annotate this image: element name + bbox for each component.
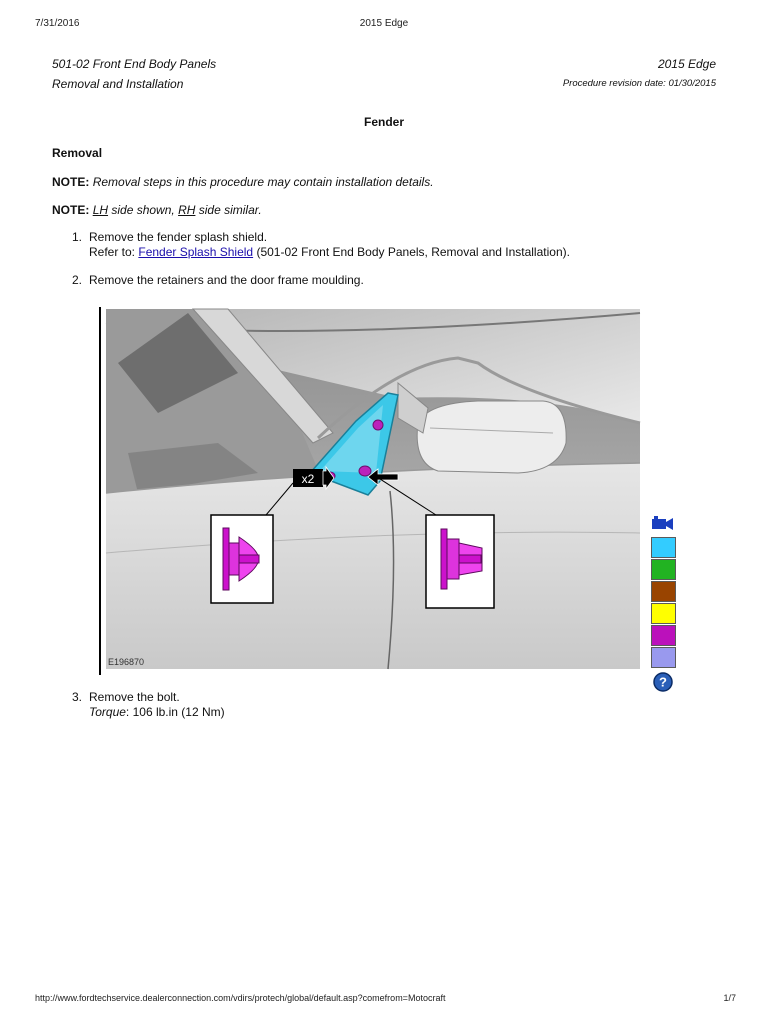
note-1 xyxy=(52,175,434,189)
step-text: Remove the retainers and the door frame moulding. xyxy=(89,273,364,287)
step-number: 1. xyxy=(72,230,83,244)
step-number: 2. xyxy=(72,273,83,287)
callout-quantity: x2 xyxy=(301,472,315,486)
fender-splash-shield-link[interactable]: Fender Splash Shield xyxy=(138,245,254,259)
page-title: Fender xyxy=(363,115,404,129)
torque-label: Torque xyxy=(89,705,126,719)
color-legend xyxy=(651,515,675,698)
page-number: 1/7 xyxy=(723,993,736,1003)
note-label: NOTE: xyxy=(52,175,90,189)
doc-header-right xyxy=(563,54,716,94)
lh-abbrev[interactable]: LH xyxy=(92,203,109,217)
note-text-mid: side shown, xyxy=(108,203,179,217)
svg-text:?: ? xyxy=(659,674,667,690)
refer-to-label: Refer to: xyxy=(89,245,139,259)
revision-date: Procedure revision date: 01/30/2015 xyxy=(562,78,716,89)
rh-abbrev[interactable]: RH xyxy=(178,203,196,217)
legend-swatch-cyan xyxy=(651,537,676,558)
step-3 xyxy=(72,690,225,720)
step-number: 3. xyxy=(72,690,83,704)
help-icon[interactable] xyxy=(652,671,674,693)
figure-id: E196870 xyxy=(108,657,145,667)
step-text: Remove the bolt. xyxy=(89,690,180,704)
legend-swatch-brown xyxy=(651,581,676,602)
section-title: Removal xyxy=(52,146,103,160)
footer-url[interactable]: http://www.fordtechservice.dealerconnection.com/vdirs/protech/global/default.asp?comefrom=Motocraft xyxy=(35,993,446,1003)
step-2 xyxy=(72,273,364,288)
note-2 xyxy=(52,203,262,217)
vehicle-model: 2015 Edge xyxy=(657,57,716,71)
illustration-figure xyxy=(98,303,648,677)
legend-swatch-green xyxy=(651,559,676,580)
legend-swatch-magenta xyxy=(651,625,676,646)
doc-header-left xyxy=(52,54,216,94)
step-1 xyxy=(72,230,570,260)
section-code: 501-02 Front End Body Panels xyxy=(52,57,217,71)
note-text-end: side similar. xyxy=(195,203,262,217)
print-title: 2015 Edge xyxy=(359,18,409,29)
camera-icon[interactable] xyxy=(651,515,675,531)
torque-value: : 106 lb.in (12 Nm) xyxy=(125,705,225,719)
legend-swatch-lavender xyxy=(651,647,676,668)
print-date: 7/31/2016 xyxy=(35,18,80,29)
procedure-type: Removal and Installation xyxy=(52,77,184,91)
note-text: Removal steps in this procedure may contain installation details. xyxy=(92,175,434,189)
door-frame-moulding-illustration xyxy=(98,303,648,677)
refer-to-suffix: (501-02 Front End Body Panels, Removal and Installation). xyxy=(253,245,570,259)
step-text: Remove the fender splash shield. xyxy=(89,230,268,244)
note-label: NOTE: xyxy=(52,203,90,217)
legend-swatch-yellow xyxy=(651,603,676,624)
